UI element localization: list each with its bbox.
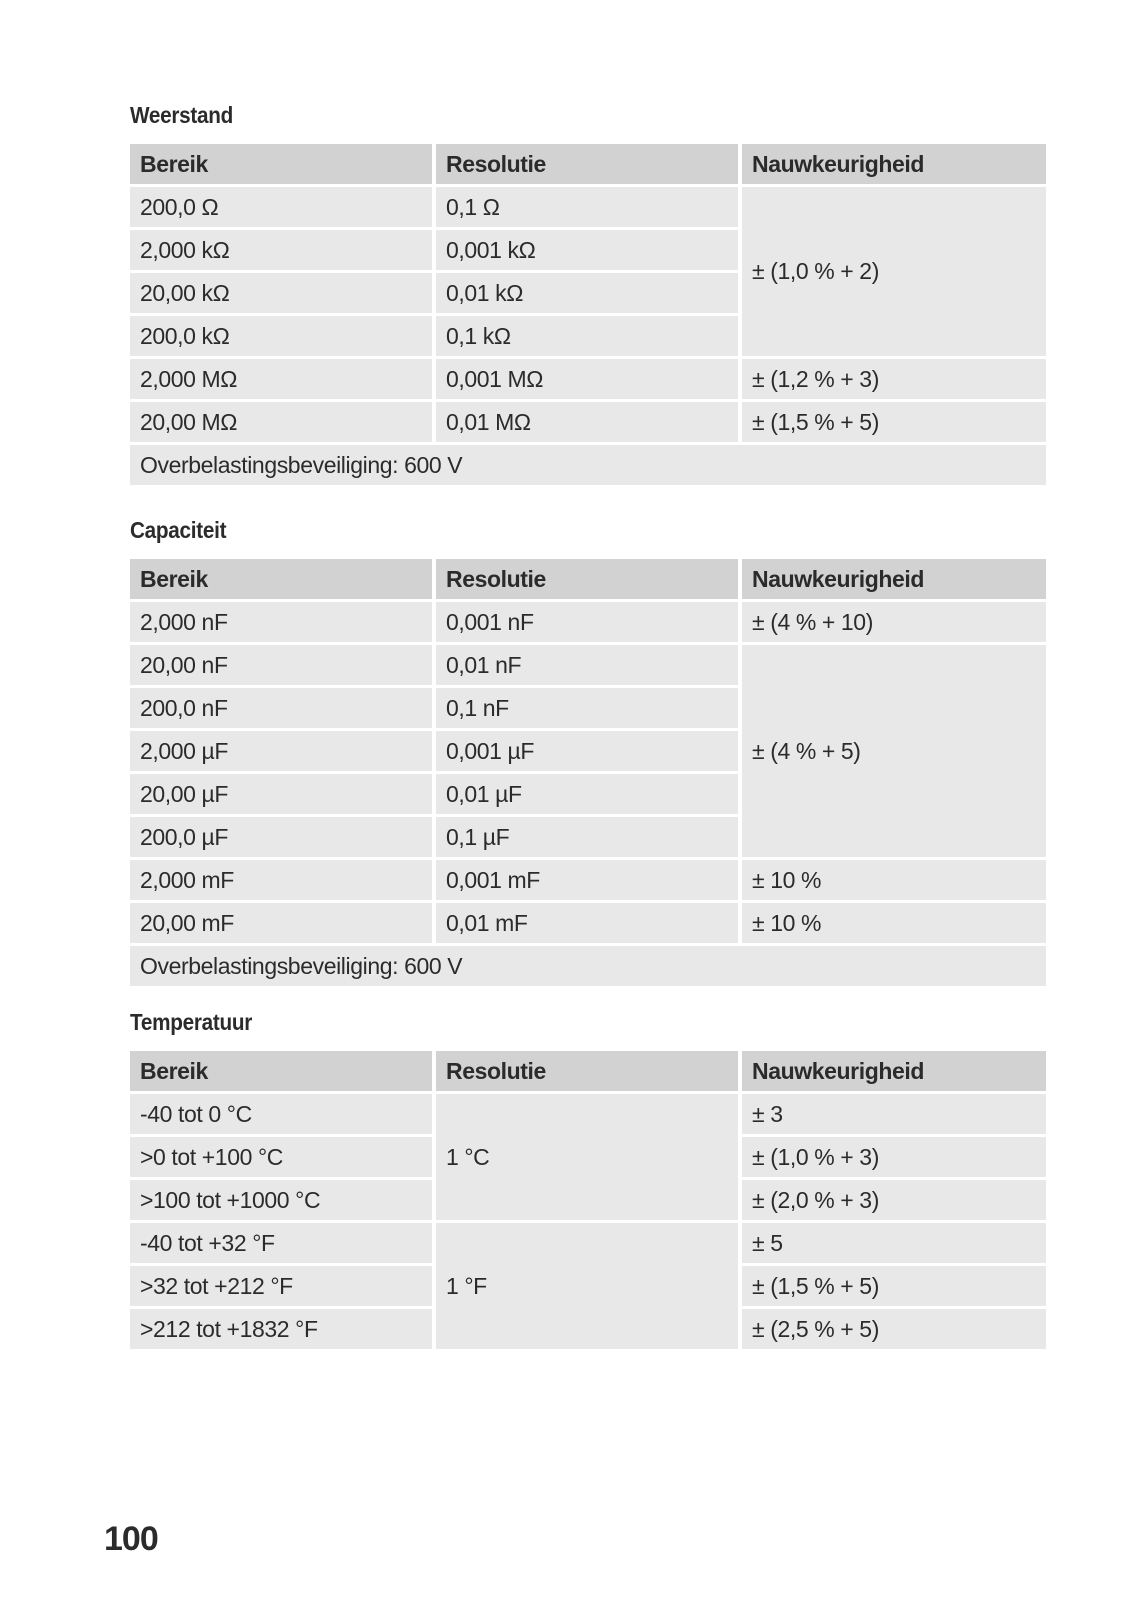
resolution-cell: 0,001 nF [436, 602, 738, 642]
table-row [130, 1223, 1046, 1263]
resolution-cell: 0,01 MΩ [436, 402, 738, 442]
table-row [130, 402, 1046, 442]
range-cell: 20,00 MΩ [130, 402, 432, 442]
header-resolutie: Resolutie [436, 144, 738, 184]
accuracy-cell: ± 5 [742, 1223, 1046, 1263]
table-row [130, 187, 1046, 227]
range-cell: -40 tot +32 °F [130, 1223, 432, 1263]
range-cell: 20,00 µF [130, 774, 432, 814]
header-resolutie: Resolutie [436, 1051, 738, 1091]
resolution-cell: 0,01 mF [436, 903, 738, 943]
table-footer-row [130, 946, 1046, 986]
overload-protection-note: Overbelastingsbeveiliging: 600 V [130, 946, 1046, 986]
table-row [130, 860, 1046, 900]
accuracy-cell: ± 10 % [742, 860, 1046, 900]
page-number: 100 [104, 1520, 158, 1558]
weerstand-table [126, 141, 1050, 488]
range-cell: 200,0 nF [130, 688, 432, 728]
resolution-cell: 1 °C [436, 1094, 738, 1220]
accuracy-cell: ± (1,2 % + 3) [742, 359, 1046, 399]
resolution-cell: 1 °F [436, 1223, 738, 1349]
accuracy-cell: ± 3 [742, 1094, 1046, 1134]
table-row [130, 1094, 1046, 1134]
table-footer-row [130, 445, 1046, 485]
table-row [130, 359, 1046, 399]
range-cell: 200,0 kΩ [130, 316, 432, 356]
table-row [130, 645, 1046, 685]
accuracy-cell: ± (1,0 % + 2) [742, 187, 1046, 356]
header-bereik: Bereik [130, 144, 432, 184]
header-bereik: Bereik [130, 1051, 432, 1091]
range-cell: >100 tot +1000 °C [130, 1180, 432, 1220]
accuracy-cell: ± (1,5 % + 5) [742, 1266, 1046, 1306]
header-nauwkeurigheid: Nauwkeurigheid [742, 144, 1046, 184]
accuracy-cell: ± 10 % [742, 903, 1046, 943]
range-cell: 2,000 mF [130, 860, 432, 900]
resolution-cell: 0,001 MΩ [436, 359, 738, 399]
range-cell: 20,00 kΩ [130, 273, 432, 313]
table-header-row [130, 1051, 1046, 1091]
range-cell: 20,00 mF [130, 903, 432, 943]
range-cell: 20,00 nF [130, 645, 432, 685]
table-header-row [130, 559, 1046, 599]
table-row [130, 903, 1046, 943]
range-cell: >0 tot +100 °C [130, 1137, 432, 1177]
resolution-cell: 0,001 mF [436, 860, 738, 900]
range-cell: 200,0 Ω [130, 187, 432, 227]
range-cell: 2,000 kΩ [130, 230, 432, 270]
header-nauwkeurigheid: Nauwkeurigheid [742, 559, 1046, 599]
section-title-temperatuur: Temperatuur [130, 1009, 253, 1035]
range-cell: 2,000 MΩ [130, 359, 432, 399]
overload-protection-note: Overbelastingsbeveiliging: 600 V [130, 445, 1046, 485]
header-nauwkeurigheid: Nauwkeurigheid [742, 1051, 1046, 1091]
accuracy-cell: ± (2,5 % + 5) [742, 1309, 1046, 1349]
resolution-cell: 0,01 nF [436, 645, 738, 685]
accuracy-cell: ± (1,0 % + 3) [742, 1137, 1046, 1177]
header-resolutie: Resolutie [436, 559, 738, 599]
temperatuur-table [126, 1048, 1050, 1352]
section-title-weerstand: Weerstand [130, 102, 234, 128]
resolution-cell: 0,01 kΩ [436, 273, 738, 313]
table-header-row [130, 144, 1046, 184]
accuracy-cell: ± (1,5 % + 5) [742, 402, 1046, 442]
resolution-cell: 0,001 kΩ [436, 230, 738, 270]
resolution-cell: 0,1 µF [436, 817, 738, 857]
resolution-cell: 0,01 µF [436, 774, 738, 814]
header-bereik: Bereik [130, 559, 432, 599]
resolution-cell: 0,001 µF [436, 731, 738, 771]
range-cell: >212 tot +1832 °F [130, 1309, 432, 1349]
range-cell: >32 tot +212 °F [130, 1266, 432, 1306]
range-cell: -40 tot 0 °C [130, 1094, 432, 1134]
capaciteit-table [126, 556, 1050, 989]
range-cell: 2,000 nF [130, 602, 432, 642]
accuracy-cell: ± (4 % + 10) [742, 602, 1046, 642]
table-row [130, 602, 1046, 642]
range-cell: 2,000 µF [130, 731, 432, 771]
resolution-cell: 0,1 kΩ [436, 316, 738, 356]
accuracy-cell: ± (2,0 % + 3) [742, 1180, 1046, 1220]
accuracy-cell: ± (4 % + 5) [742, 645, 1046, 857]
range-cell: 200,0 µF [130, 817, 432, 857]
section-title-capaciteit: Capaciteit [130, 517, 227, 543]
resolution-cell: 0,1 Ω [436, 187, 738, 227]
resolution-cell: 0,1 nF [436, 688, 738, 728]
